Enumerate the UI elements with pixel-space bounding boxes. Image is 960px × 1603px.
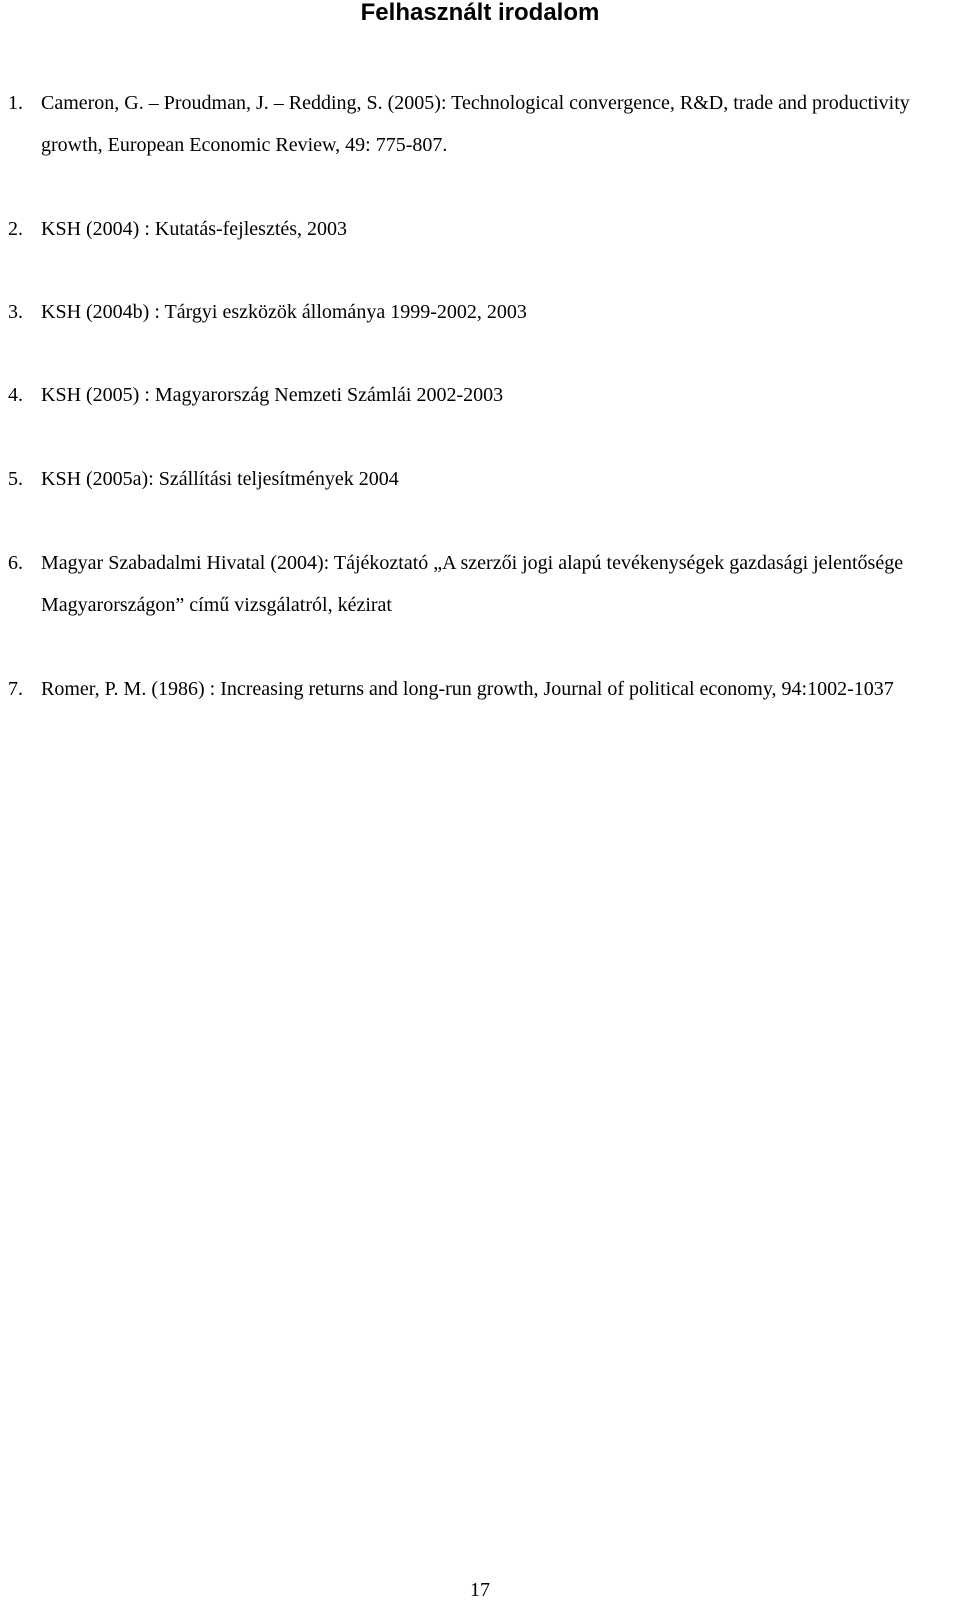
reference-text: KSH (2005a): Szállítási teljesítmények 2004 xyxy=(41,468,399,490)
reference-text: Romer, P. M. (1986) : Increasing returns and long-run growth, Journal of political economy, 94:1002-1037 xyxy=(41,678,894,700)
reference-number: 4. xyxy=(8,384,23,406)
reference-number: 2. xyxy=(8,218,23,240)
reference-number: 1. xyxy=(8,92,23,114)
reference-text: KSH (2004b) : Tárgyi eszközök állománya 1999-2002, 2003 xyxy=(41,301,527,323)
reference-number: 3. xyxy=(8,301,23,323)
reference-number: 5. xyxy=(8,468,23,490)
reference-number: 7. xyxy=(8,678,23,700)
reference-text: Magyar Szabadalmi Hivatal (2004): Tájékoztató „A szerzői jogi alapú tevékenységek gazdasági jelentősége Magyarországon” című vizsgálatról, kézirat xyxy=(41,552,904,616)
reference-text: KSH (2005) : Magyarország Nemzeti Számlái 2002-2003 xyxy=(41,384,504,406)
reference-number: 6. xyxy=(8,552,23,574)
reference-text: KSH (2004) : Kutatás-fejlesztés, 2003 xyxy=(41,218,348,240)
page-number: 17 xyxy=(470,1579,490,1601)
page-title: Felhasznált irodalom xyxy=(360,0,600,26)
reference-text: Cameron, G. – Proudman, J. – Redding, S. (2005): Technological convergence, R&D, trade and productivity growth, European Economic Review, 49: 775-807. xyxy=(41,92,910,156)
